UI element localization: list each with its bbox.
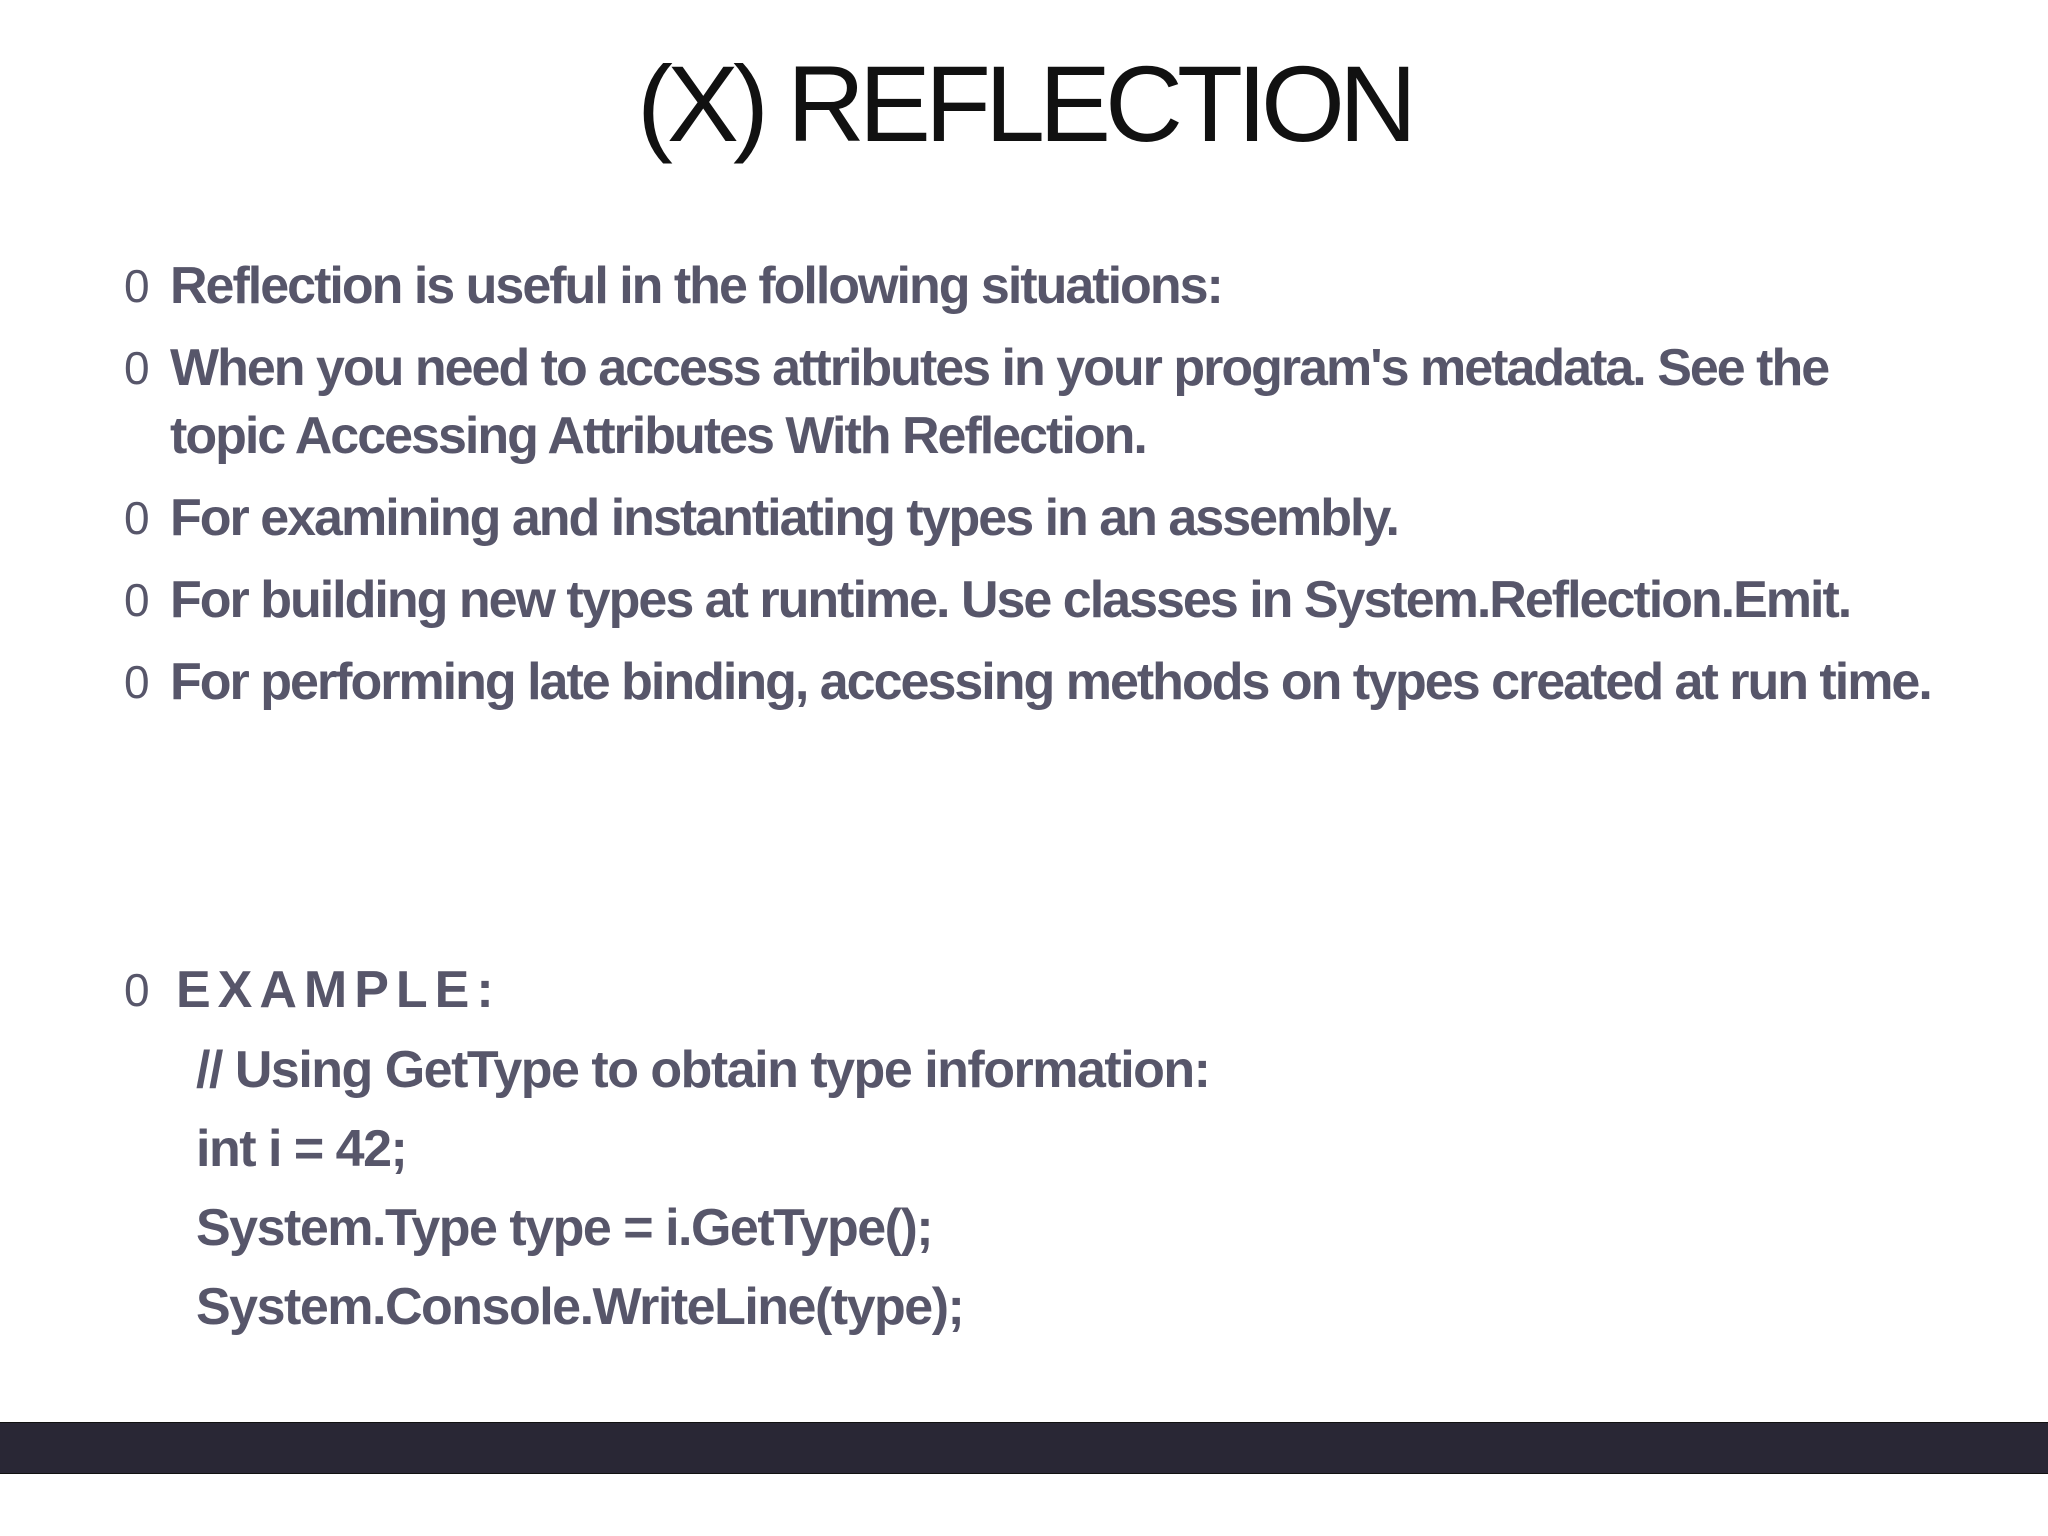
bullet-marker: 0: [124, 492, 150, 544]
bullet-item: [124, 334, 1944, 470]
bullet-text: For examining and instantiating types in an assembly.: [170, 489, 1398, 547]
bullet-marker: 0: [124, 342, 150, 394]
bullet-text: For building new types at runtime. Use classes in System.Reflection.Emit.: [170, 571, 1851, 629]
code-line: System.Console.WriteLine(type);: [196, 1278, 964, 1336]
bullet-marker: 0: [124, 964, 150, 1016]
bullet-item: [124, 648, 1944, 716]
example-heading: [124, 956, 1944, 1024]
bullet-text: Reflection is useful in the following situations:: [170, 257, 1222, 315]
bullet-item: [124, 484, 1944, 552]
bullet-marker: 0: [124, 656, 150, 708]
code-line-comment: // Using GetType to obtain type information:: [196, 1041, 1210, 1099]
bullet-text: When you need to access attributes in your program's metadata. See the topic Accessing Attributes With Reflection.: [170, 339, 1829, 465]
example-section: [124, 956, 1944, 1352]
bullet-list: [124, 252, 1944, 730]
footer-bar: [0, 1422, 2048, 1474]
bullet-text: For performing late binding, accessing methods on types created at run time.: [170, 653, 1931, 711]
bullet-marker: 0: [124, 574, 150, 626]
bullet-marker: 0: [124, 260, 150, 312]
code-block: [196, 1036, 1944, 1341]
bullet-item: [124, 566, 1944, 634]
bullet-item: [124, 252, 1944, 320]
code-line: int i = 42;: [196, 1120, 407, 1178]
slide-title: (X) REFLECTION: [636, 43, 1412, 164]
example-label: EXAMPLE:: [176, 961, 501, 1019]
code-line: System.Type type = i.GetType();: [196, 1199, 933, 1257]
